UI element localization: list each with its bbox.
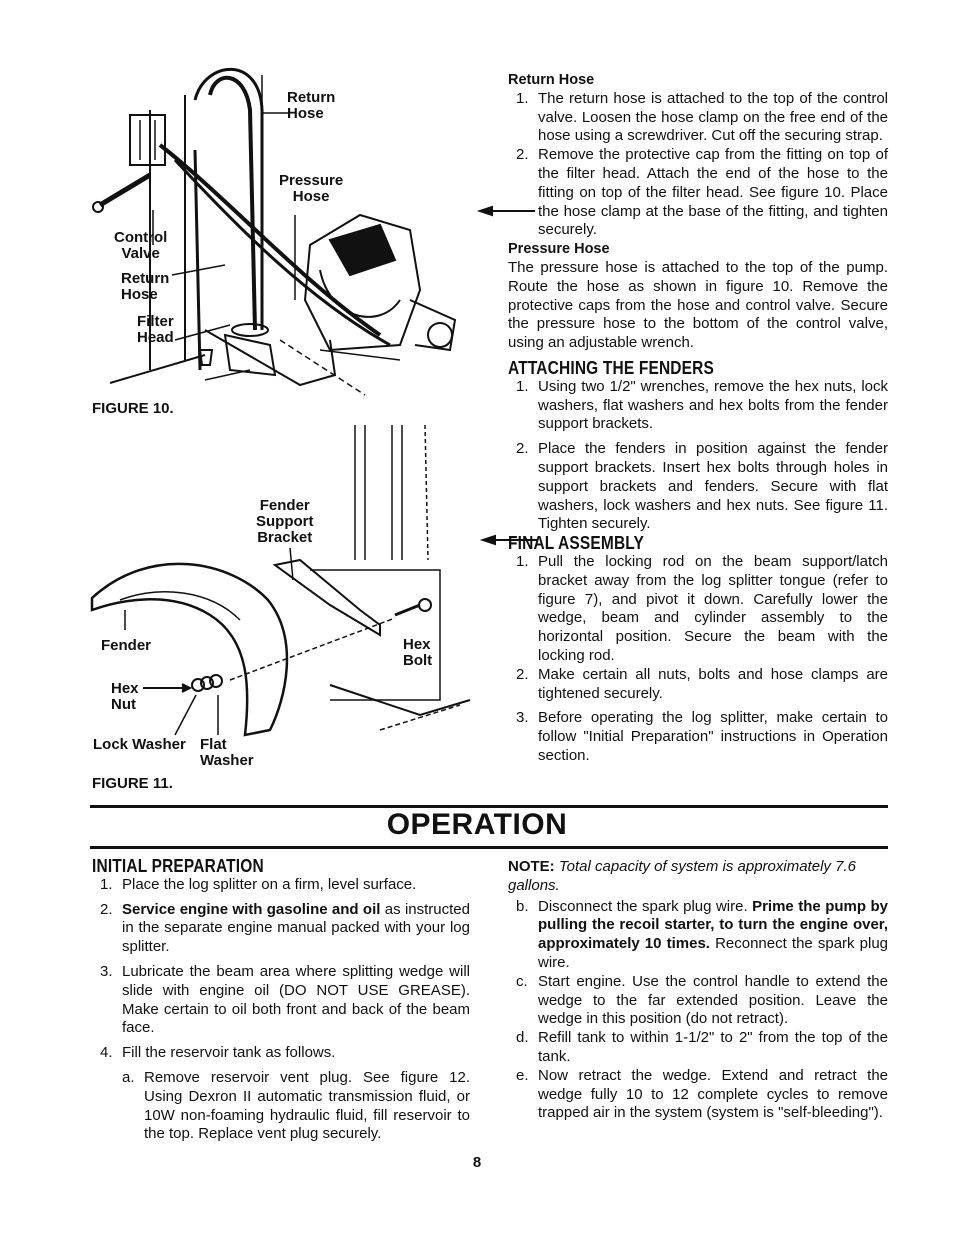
fig11-label-fender-support-bracket: Fender Support Bracket [256,497,314,546]
figure-11-caption: FIGURE 11. [92,775,173,792]
figure-10-caption: FIGURE 10. [92,400,174,417]
operation-bottom-rule [90,846,888,849]
return-hose-step-1: 1. The return hose is attached to the top of the control valve. Loosen the hose clamp on the free end of the hose using a screwdriver. Cut off the securing strap. [516,89,888,145]
fig10-label-return-hose-top: Return Hose [287,89,336,122]
fig11-label-lock-washer: Lock Washer [93,736,186,753]
prep-step-d: d. Refill tank to within 1-1/2" to 2" from the top of the tank. [516,1029,888,1065]
fig10-label-pressure-hose: Pressure Hose [279,172,344,205]
prep-step-4: 4. Fill the reservoir tank as follows. [100,1044,336,1062]
page-number: 8 [472,1154,482,1171]
return-hose-step-2: 2. Remove the protective cap from the fitting on top of the filter head. Attach the end of the hose to the fitting on top of the filter head. See figure 10. Place the hose clamp at the base of the fitting, and tighten securely. [516,146,888,239]
prep-step-3: 3. Lubricate the beam area where splitting wedge will slide with engine oil (DO NOT USE GREASE). Make certain to oil both front and back of the beam face. [100,962,470,1037]
operation-title: OPERATION [386,808,568,841]
initial-preparation-heading: INITIAL PREPARATION [92,856,264,876]
prep-step-1: 1. Place the log splitter on a firm, level surface. [100,875,417,893]
fig10-label-return-hose-left: Return Hose [121,270,170,303]
fig11-label-hex-nut: Hex Nut [111,680,139,713]
initial-preparation-column [92,857,470,1144]
final-assembly-step-1: 1. Pull the locking rod on the beam support/latch bracket away from the log splitter tongue (refer to figure 7), and pivot it down. Carefully lower the wedge, beam and cylinder assembly to the horizontal position. Secure the beam with the locking rod. [516,552,888,664]
fig11-label-flat-washer: Flat Washer [200,736,254,769]
final-assembly-step-3: 3. Before operating the log splitter, make certain to follow "Initial Preparation" instructions in Operation section. [516,709,888,764]
attaching-fenders-heading: ATTACHING THE FENDERS [508,357,714,378]
fig11-label-hex-bolt: Hex Bolt [403,636,433,669]
pressure-hose-paragraph: The pressure hose is attached to the top of the pump. Route the hose as shown in figure 10. Remove the protective caps from the hose and control valve. Secure the pressure hose to the bottom of the control valve, using an adjustable wrench. [508,258,888,352]
prep-step-4a: a. Remove reservoir vent plug. See figure 12. Using Dexron II automatic transmission fluid, or 10W non-foaming hydraulic fluid, fill reservoir to the top. Replace vent plug securely. [122,1068,470,1143]
final-assembly-step-2: 2. Make certain all nuts, bolts and hose clamps are tightened securely. [516,665,888,702]
capacity-note: NOTE: Total capacity of system is approximately 7.6 gallons. [508,858,856,894]
return-hose-heading: Return Hose [508,72,595,88]
prep-step-c: c. Start engine. Use the control handle to extend the wedge to the far extended position. Leave the wedge in this position (do not retract). [516,972,888,1028]
fig11-label-fender: Fender [101,637,152,654]
final-assembly-heading: FINAL ASSEMBLY [508,533,645,554]
prep-step-e: e. Now retract the wedge. Extend and retract the wedge fully 10 to 12 complete cycles to remove trapped air in the system (system is "self-bleeding"). [516,1066,888,1122]
fig10-label-control-valve: Control Valve [114,229,168,262]
operation-right-column [508,858,888,1123]
prep-step-2: 2. Service engine with gasoline and oil as instructed in the separate engine manual packed with your log splitter. [100,900,470,956]
fig10-label-filter-head: Filter Head [137,313,174,346]
fenders-step-2: 2. Place the fenders in position against the fender support brackets. Insert hex bolts through holes in support brackets and fenders. Secure with flat washers, lock washers and hex nuts. See figure 11. Tighten securely. [516,440,888,533]
pressure-hose-heading: Pressure Hose [508,241,610,258]
fenders-step-1: 1. Using two 1/2" wrenches, remove the hex nuts, lock washers, flat washers and hex bolts from the fender support brackets. [516,377,888,433]
prep-step-b: b. Disconnect the spark plug wire. Prime the pump by pulling the recoil starter, to turn the engine over, approximately 10 times. Reconnect the spark plug wire. [516,897,889,971]
